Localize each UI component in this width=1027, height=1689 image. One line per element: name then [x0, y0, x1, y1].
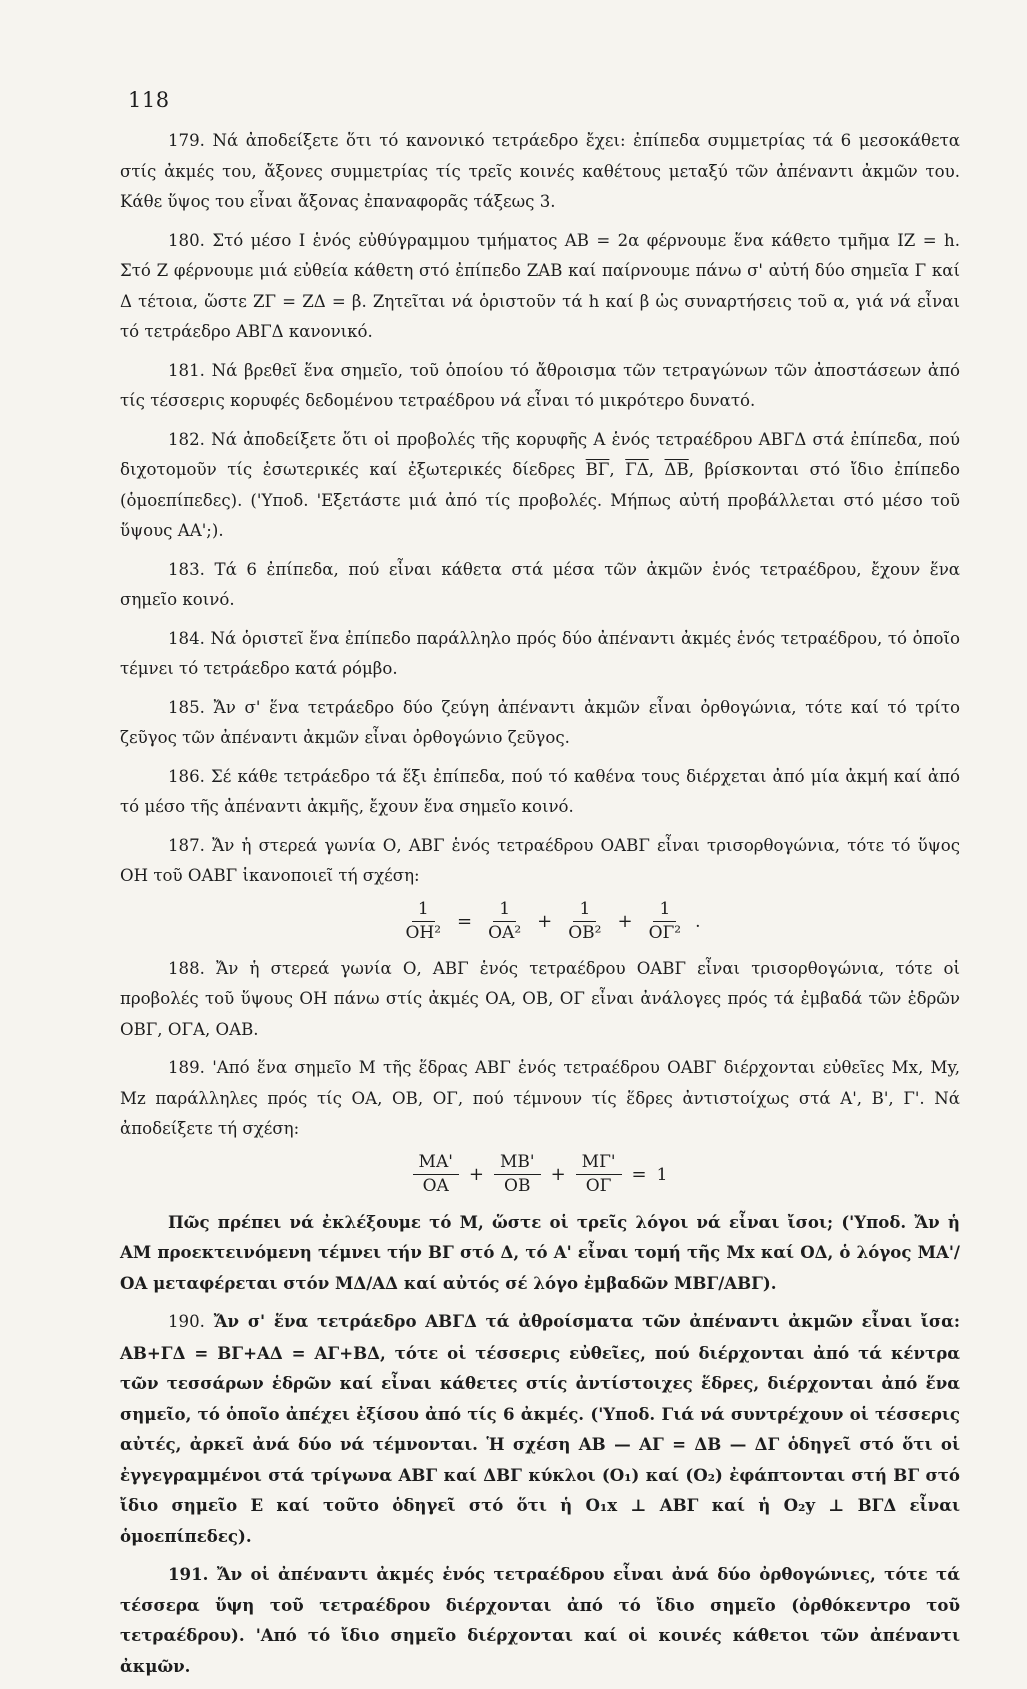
problem-180 [120, 226, 960, 348]
equals-sign: = [457, 911, 473, 933]
page-body [120, 126, 960, 1689]
problem-number: 185. [168, 697, 205, 717]
dihedral-arc: $\overline{B\Gamma}$ [585, 460, 610, 479]
problem-189-hint [120, 1207, 960, 1299]
problem-text: Σέ κάθε τετράεδρο τά ἕξι ἐπίπεδα, πού τό καθένα τους διέρχεται ἀπό μία ἀκμή καί ἀπό τό μέσο τῆς ἀπέναντι ἀκμῆς, ἔχουν ἕνα σημεῖο κοινό. [120, 766, 960, 816]
problem-number: 179. [168, 131, 205, 150]
fraction [413, 1153, 459, 1197]
problem-184 [120, 624, 960, 685]
page-number: 118 [128, 88, 170, 112]
rhs-value: 1 [656, 1164, 668, 1185]
problem-number: 182. [168, 429, 205, 449]
problem-text: Νά βρεθεῖ ἕνα σημεῖο, τοῦ ὁποίου τό ἄθροισμα τῶν τετραγώνων τῶν ἀποστάσεων ἀπό τίς τέσσερις κορυφές δεδομένου τετραέδρου νά εἶναι τό μικρότερο δυνατό. [120, 360, 960, 410]
equation-189 [120, 1153, 960, 1197]
problem-text: , βρίσκονται στό ἴδιο ἐπίπεδο (ὁμοεπίπεδες). ('Υποδ. 'Εξετάστε μιά ἀπό τίς προβολές. Μήπως αὐτή προβάλλεται στό μέσο τοῦ ὕψους ΑΑ';). [120, 460, 960, 540]
fraction [494, 1153, 541, 1197]
numerator: 1 [573, 900, 596, 923]
problem-185 [120, 693, 960, 754]
problem-number: 186. [168, 766, 205, 786]
problem-number: 191. [168, 1564, 209, 1585]
problem-188 [120, 954, 960, 1046]
fraction [576, 1153, 622, 1197]
problem-text: 'Από ἕνα σημεῖο Μ τῆς ἕδρας ΑΒΓ ἑνός τετραέδρου ΟΑΒΓ διέρχονται εὐθεῖες Mx, My, Mz παράλληλες πρός τίς ΟΑ, ΟΒ, ΟΓ, πού τέμνουν τίς ἕδρες ἀντιστοίχως στά Α', Β', Γ'. Νά ἀποδείξετε τή σχέση: [120, 1058, 960, 1139]
problem-number: 188. [168, 958, 205, 978]
numerator: ΜΒ' [494, 1153, 541, 1176]
problem-text: Νά ἀποδείξετε ὅτι τό κανονικό τετράεδρο ἔχει: ἐπίπεδα συμμετρίας τά 6 μεσοκάθετα στίς ἀκμές του, ἄξονες συμμετρίας τίς τρεῖς κοινές καθέτους μεταξύ τῶν ἀπέναντι ἀκμῶν του. Κάθε ὕψος του εἶναι ἄξονας ἐπαναφορᾶς τάξεως 3. [120, 131, 960, 211]
denominator: ΟΑ² [488, 923, 522, 944]
fraction [562, 900, 607, 944]
problem-179 [120, 126, 960, 218]
equals-sign: = [631, 1164, 647, 1186]
problem-number: 184. [168, 628, 205, 648]
denominator: ΟΓ [585, 1176, 612, 1197]
problem-number: 187. [168, 835, 205, 855]
problem-190 [120, 1306, 960, 1551]
problem-181 [120, 356, 960, 417]
problem-text: Ἄν ἡ στερεά γωνία Ο, ΑΒΓ ἑνός τετραέδρου ΟΑΒΓ εἶναι τρισορθογώνια, τότε τό ὕψος ΟΗ τοῦ ΟΑΒΓ ἱκανοποιεῖ τή σχέση: [120, 835, 960, 885]
problem-text: Στό μέσο Ι ἑνός εὐθύγραμμου τμήματος ΑΒ = 2α φέρνουμε ἕνα κάθετο τμῆμα ΙΖ = h. Στό Ζ φέρνουμε μιά εὐθεία κάθετη στό ἐπίπεδο ΖΑΒ καί παίρνουμε πάνω σ' αὐτή δύο σημεῖα Γ καί Δ τέτοια, ὥστε ΖΓ = ΖΔ = β. Ζητεῖται νά ὁριστοῦν τά h καί β ὡς συναρτήσεις τοῦ α, γιά νά εἶναι τό τετράεδρο ΑΒΓΔ κανονικό. [120, 230, 960, 341]
problem-text: Ἄν σ' ἕνα τετράεδρο δύο ζεύγη ἀπέναντι ἀκμῶν εἶναι ὀρθογώνια, τότε καί τό τρίτο ζεῦγος τῶν ἀπέναντι ἀκμῶν εἶναι ὀρθογώνιο ζεῦγος. [120, 697, 960, 747]
plus-sign: + [468, 1164, 484, 1186]
fraction [643, 900, 688, 944]
problem-189 [120, 1053, 960, 1145]
numerator: ΜΓ' [576, 1153, 622, 1176]
denominator: ΟΗ² [405, 923, 442, 944]
problem-number: 189. [168, 1058, 205, 1078]
denominator: ΟΓ² [648, 923, 682, 944]
problem-text: Πῶς πρέπει νά ἐκλέξουμε τό Μ, ὥστε οἱ τρεῖς λόγοι νά εἶναι ἴσοι; ('Υποδ. Ἄν ἡ ΑΜ προεκτεινόμενη τέμνει τήν ΒΓ στό Δ, τό Α' εἶναι τομή τῆς Mx καί ΟΔ, ὁ λόγος ΜΑ'/ ΟΑ μεταφέρεται στόν ΜΔ/ΑΔ καί αὐτός σέ λόγο ἐμβαδῶν ΜΒΓ/ΑΒΓ). [120, 1211, 960, 1293]
problem-182 [120, 425, 960, 547]
separator: , [648, 460, 665, 479]
problem-text: Ἄν οἱ ἀπέναντι ἀκμές ἑνός τετραέδρου εἶναι ἀνά δύο ὀρθογώνιες, τότε τά τέσσερα ὕψη τοῦ τετραέδρου διέρχονται ἀπό τό ἴδιο σημεῖο (ὀρθόκεντρο τοῦ τετραέδρου). 'Από τό ἴδιο σημεῖο διέρχονται καί οἱ κοινές κάθετοι τῶν ἀπέναντι ἀκμῶν. [120, 1564, 960, 1676]
problem-187 [120, 831, 960, 892]
problem-186 [120, 762, 960, 823]
problem-191 [120, 1559, 960, 1681]
problem-number: 190. [168, 1312, 205, 1332]
numerator: 1 [493, 900, 516, 923]
plus-sign: + [537, 911, 553, 933]
problem-text: Ἄν ἡ στερεά γωνία Ο, ΑΒΓ ἑνός τετραέδρου ΟΑΒΓ εἶναι τρισορθογώνια, τότε οἱ προβολές τοῦ ὕψους ΟΗ πάνω στίς ἀκμές ΟΑ, ΟΒ, ΟΓ εἶναι ἀνάλογες πρός τά ἐμβαδά τῶν ἑδρῶν ΟΒΓ, ΟΓΑ, ΟΑΒ. [120, 958, 960, 1039]
problem-number: 181. [168, 360, 205, 380]
problem-number: 183. [168, 559, 205, 579]
dihedral-arc: $\overline{\Gamma\Delta}$ [625, 460, 649, 479]
denominator: ΟΒ² [568, 923, 602, 944]
denominator: ΟΒ [504, 1176, 531, 1197]
plus-sign: + [550, 1164, 566, 1186]
dihedral-arc: $\overline{\Delta B}$ [664, 460, 689, 479]
numerator: ΜΑ' [413, 1153, 459, 1176]
problem-text: Νά ὁριστεῖ ἕνα ἐπίπεδο παράλληλο πρός δύο ἀπέναντι ἀκμές ἑνός τετραέδρου, τό ὁποῖο τέμνει τό τετράεδρο κατά ρόμβο. [120, 628, 960, 678]
denominator: ΟΑ [422, 1176, 449, 1197]
problem-text: Τά 6 ἐπίπεδα, πού εἶναι κάθετα στά μέσα τῶν ἀκμῶν ἑνός τετραέδρου, ἔχουν ἕνα σημεῖο κοινό. [120, 559, 960, 609]
period: . [695, 911, 701, 932]
fraction [399, 900, 447, 944]
problem-183 [120, 555, 960, 616]
problem-number: 180. [168, 230, 205, 250]
equation-187 [120, 900, 960, 944]
fraction [482, 900, 527, 944]
problem-text: Νά ἀποδείξετε ὅτι οἱ προβολές τῆς κορυφῆς Α ἑνός τετραέδρου ΑΒΓΔ στά ἐπίπεδα, πού διχοτομοῦν τίς ἐσωτερικές καί ἐξωτερικές δίεδρες [120, 429, 960, 479]
numerator: 1 [653, 900, 676, 923]
plus-sign: + [617, 911, 633, 933]
problem-text: Ἄν σ' ἕνα τετράεδρο ΑΒΓΔ τά ἀθροίσματα τῶν ἀπέναντι ἀκμῶν εἶναι ἴσα: ΑΒ+ΓΔ = ΒΓ+ΑΔ = ΑΓ+ΒΔ, τότε οἱ τέσσερις εὐθεῖες, πού διέρχονται ἀπό τά κέντρα τῶν τεσσάρων ἑδρῶν καί εἶναι κάθετες στίς ἀντίστοιχες ἕδρες, διέρχονται ἀπό ἕνα σημεῖο, τό ὁποῖο ἀπέχει ἐξίσου ἀπό τίς 6 ἀκμές. ('Υποδ. Γιά νά συντρέχουν οἱ τέσσερις αὐτές, ἀρκεῖ ἀνά δύο νά τέμνονται. Ἡ σχέση ΑΒ — ΑΓ = ΔΒ — ΔΓ ὁδηγεῖ στό ὅτι οἱ ἐγγεγραμμένοι στά τρίγωνα ΑΒΓ καί ΔΒΓ κύκλοι (Ο₁) καί (Ο₂) ἐφάπτονται στή ΒΓ στό ἴδιο σημεῖο Ε καί τοῦτο ὁδηγεῖ στό ὅτι ἡ Ο₁x ⊥ ΑΒΓ καί ἡ Ο₂y ⊥ ΒΓΔ εἶναι ὁμοεπίπεδες). [120, 1311, 961, 1546]
separator: , [609, 460, 626, 479]
numerator: 1 [412, 900, 435, 923]
